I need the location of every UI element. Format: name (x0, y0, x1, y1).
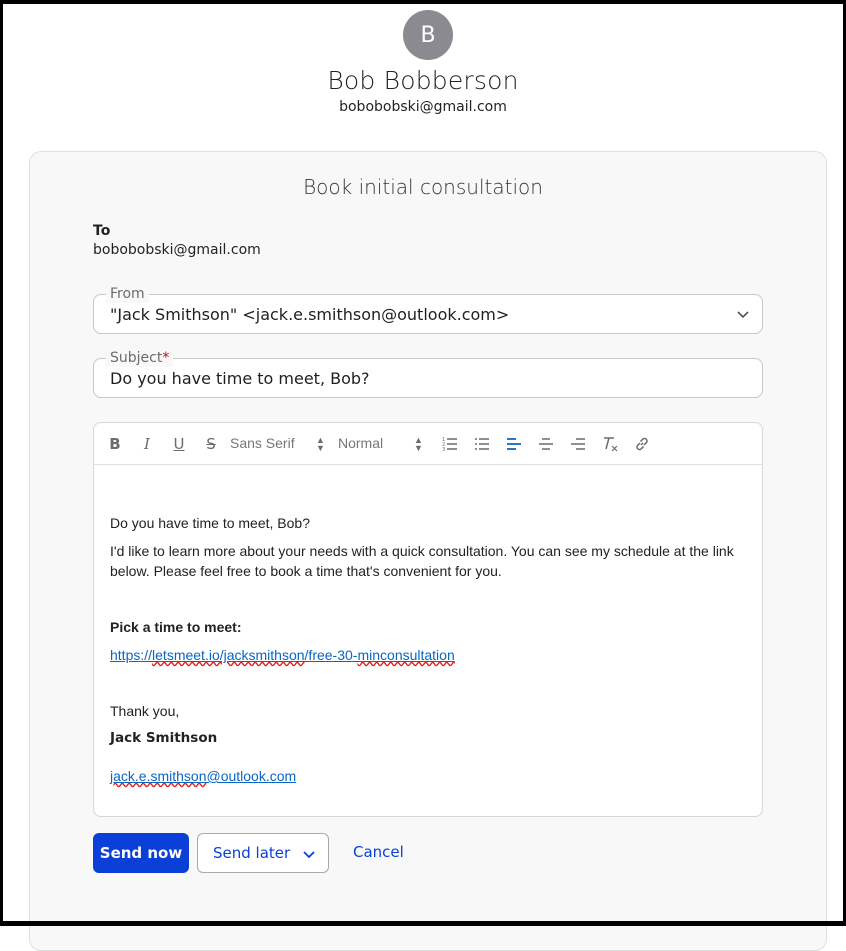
to-label: To (93, 223, 111, 239)
clear-format-icon[interactable] (602, 435, 618, 453)
editor-toolbar (94, 423, 762, 465)
body-paragraph (110, 541, 734, 581)
svg-text:1: 1 (442, 437, 446, 443)
booking-link-text[interactable]: https://letsmeet.io/jacksmithson/free-30-minconsultation (110, 647, 455, 663)
page-title: Book initial consultation (303, 175, 543, 199)
signature-name: Jack Smithson (110, 730, 218, 746)
svg-text:2: 2 (442, 442, 446, 448)
bold-icon[interactable]: B (109, 435, 121, 453)
avatar: B (403, 10, 453, 60)
chevron-down-icon[interactable] (736, 307, 750, 321)
cancel-button[interactable]: Cancel (353, 843, 404, 861)
underline-icon[interactable]: U (173, 435, 185, 453)
from-select[interactable] (93, 286, 763, 334)
subject-label: Subject* (106, 349, 173, 367)
svg-text:3: 3 (442, 447, 446, 453)
to-value: bobobobski@gmail.com (93, 242, 261, 258)
body-paragraph-line: below. Please feel free to book a time that's convenient for you. (110, 563, 502, 579)
font-family-value: Sans Serif (230, 435, 295, 451)
link-icon[interactable] (634, 435, 650, 453)
select-arrows-icon: ▲ ▼ (414, 435, 423, 453)
booking-link[interactable] (110, 645, 455, 665)
chevron-down-icon[interactable] (302, 847, 316, 861)
align-right-icon[interactable] (570, 435, 586, 453)
bullet-list-icon[interactable] (474, 435, 490, 453)
signature-email-link[interactable]: jack.e.smithson@outlook.com (110, 768, 297, 784)
font-size-value: Normal (338, 435, 384, 451)
ordered-list-icon[interactable] (442, 435, 458, 453)
select-arrows-icon: ▲ ▼ (316, 435, 325, 453)
align-left-icon[interactable] (506, 435, 522, 453)
message-editor[interactable] (93, 422, 763, 817)
closing-text: Thank you, (110, 703, 180, 719)
from-value: "Jack Smithson" <jack.e.smithson@outlook.com> (110, 305, 510, 324)
from-label: From (106, 285, 149, 303)
contact-email: bobobobski@gmail.com (339, 99, 507, 115)
required-mark: * (162, 350, 170, 366)
subject-input[interactable] (93, 350, 763, 398)
italic-icon[interactable]: I (144, 435, 150, 453)
body-line: Do you have time to meet, Bob? (110, 515, 310, 531)
send-later-button[interactable] (197, 833, 329, 873)
body-paragraph-line: I'd like to learn more about your needs with a quick consultation. You can see my schedule at the link (110, 543, 734, 559)
signature-email[interactable] (110, 766, 296, 786)
send-now-button[interactable]: Send now (93, 833, 189, 873)
send-later-label: Send later (213, 844, 291, 862)
subject-value: Do you have time to meet, Bob? (110, 369, 370, 388)
contact-name: Bob Bobberson (327, 66, 519, 95)
strikethrough-icon[interactable]: S (206, 435, 216, 453)
pick-time-label: Pick a time to meet: (110, 619, 242, 635)
font-family-select[interactable] (230, 435, 326, 453)
font-size-select[interactable] (338, 435, 424, 453)
align-center-icon[interactable] (538, 435, 554, 453)
